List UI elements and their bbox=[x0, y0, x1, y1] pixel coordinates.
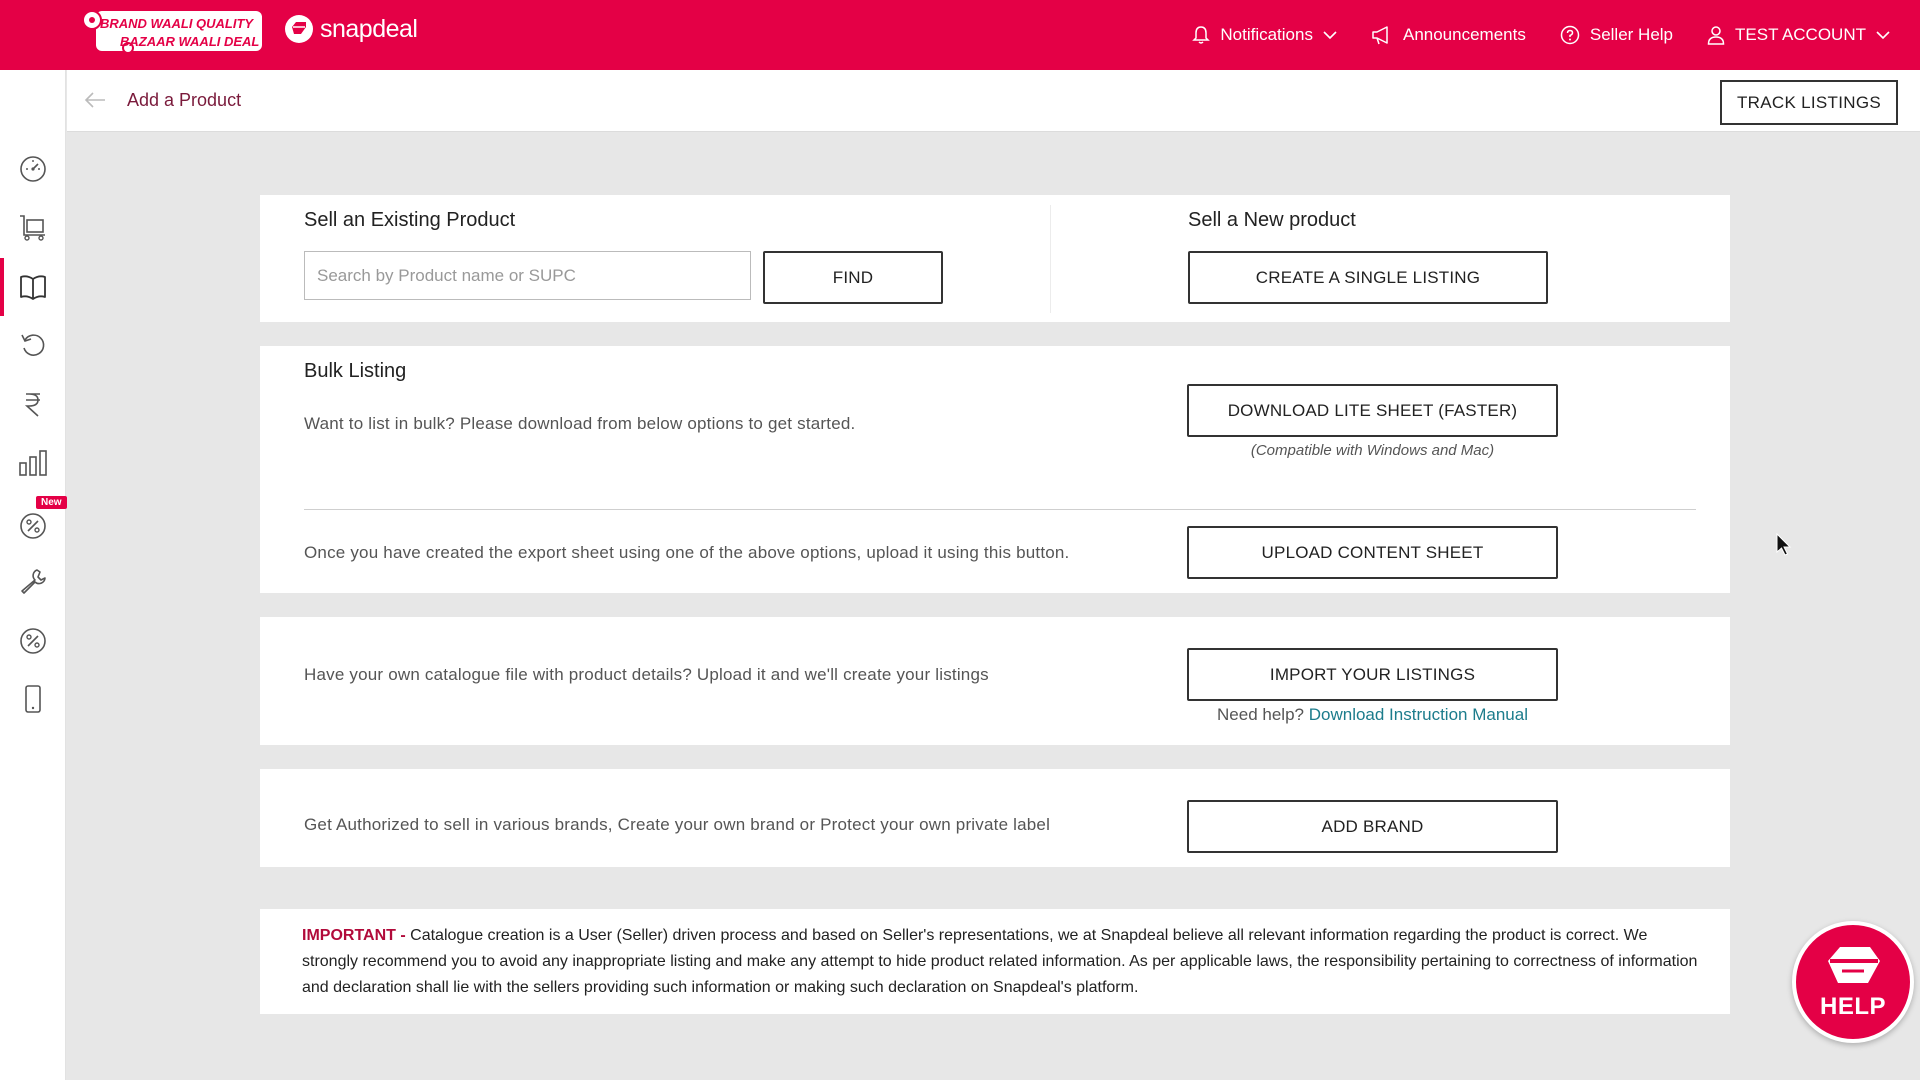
snapdeal-bag-icon bbox=[1824, 943, 1882, 991]
need-help-prefix: Need help? bbox=[1217, 705, 1304, 724]
percent-circle-icon bbox=[19, 512, 47, 540]
user-icon bbox=[1707, 25, 1725, 45]
bar-chart-icon bbox=[18, 449, 48, 477]
chevron-down-icon bbox=[1323, 30, 1337, 40]
left-sidebar bbox=[0, 70, 66, 1080]
megaphone-icon bbox=[1371, 25, 1393, 45]
help-floating-button[interactable] bbox=[1792, 921, 1914, 1043]
create-single-listing-button[interactable]: CREATE A SINGLE LISTING bbox=[1188, 251, 1548, 304]
question-circle-icon bbox=[1560, 25, 1580, 45]
notifications-menu[interactable] bbox=[1192, 25, 1337, 45]
notifications-label: Notifications bbox=[1220, 25, 1313, 44]
promo-logo[interactable] bbox=[80, 8, 266, 54]
brand-description: Get Authorized to sell in various brands, Create your own brand or Protect your own private label bbox=[304, 815, 1051, 834]
page-title: Add a Product bbox=[127, 90, 242, 110]
bulk-listing-title: Bulk Listing bbox=[304, 360, 407, 382]
upload-content-sheet-button[interactable]: UPLOAD CONTENT SHEET bbox=[1187, 526, 1558, 579]
sidebar-item-analytics[interactable] bbox=[0, 434, 66, 492]
back-arrow-icon[interactable] bbox=[83, 90, 107, 110]
add-brand-card bbox=[260, 769, 1730, 867]
important-text: Catalogue creation is a User (Seller) driven process and based on Seller's representations, we at Snapdeal believe all relevant information regarding the product is correct. We strongly recommend you to avoid any inappropriate listing and make any attempt to hide product related information. As per applicable laws, the responsibility pertaining to correctness of information and declaration shall lie with the sellers providing such information or making such declaration on Snapdeal's platform. bbox=[302, 927, 1698, 996]
mouse-cursor-icon bbox=[1776, 533, 1792, 557]
find-button[interactable]: FIND bbox=[763, 251, 943, 304]
existing-product-title: Sell an Existing Product bbox=[304, 209, 516, 231]
returns-icon bbox=[19, 331, 47, 359]
import-description: Have your own catalogue file with product details? Upload it and we'll create your listings bbox=[304, 665, 989, 684]
import-your-listings-button[interactable]: IMPORT YOUR LISTINGS bbox=[1187, 648, 1558, 701]
bulk-listing-description: Want to list in bulk? Please download from below options to get started. bbox=[304, 414, 856, 433]
page-subheader bbox=[67, 70, 1920, 132]
sidebar-item-tools[interactable] bbox=[0, 552, 66, 610]
promo-logo-text-2: BAZAAR WAALI DEAL bbox=[120, 34, 260, 49]
bell-icon bbox=[1192, 25, 1210, 45]
seller-help-label: Seller Help bbox=[1589, 25, 1674, 44]
sidebar-item-orders[interactable] bbox=[0, 198, 66, 256]
bulk-listing-card bbox=[260, 346, 1730, 593]
rupee-icon bbox=[21, 390, 45, 418]
product-search-input[interactable] bbox=[304, 251, 751, 300]
new-badge: New bbox=[36, 496, 67, 509]
horizontal-divider bbox=[304, 509, 1696, 510]
important-notice bbox=[302, 923, 1702, 1001]
chevron-down-icon bbox=[1876, 30, 1890, 40]
account-menu[interactable] bbox=[1707, 25, 1890, 45]
sidebar-item-payments[interactable] bbox=[0, 375, 66, 433]
announcements-label: Announcements bbox=[1402, 25, 1526, 44]
add-brand-button[interactable]: ADD BRAND bbox=[1187, 800, 1558, 853]
promo-logo-text-1: BRAND WAALI QUALITY bbox=[100, 16, 254, 31]
sidebar-item-catalog[interactable] bbox=[0, 258, 66, 316]
sidebar-item-dashboard[interactable] bbox=[0, 140, 66, 198]
snapdeal-logo[interactable] bbox=[284, 14, 417, 44]
important-label: IMPORTANT - bbox=[302, 927, 406, 944]
sidebar-item-offers[interactable] bbox=[0, 612, 66, 670]
snapdeal-logo-icon bbox=[284, 14, 314, 44]
seller-help-menu[interactable] bbox=[1560, 25, 1673, 45]
top-nav bbox=[1192, 0, 1890, 70]
sidebar-item-promotions[interactable] bbox=[0, 492, 66, 550]
sidebar-item-returns[interactable] bbox=[0, 316, 66, 374]
vertical-divider bbox=[1050, 205, 1051, 313]
announcements-menu[interactable] bbox=[1371, 25, 1526, 45]
upload-description: Once you have created the export sheet using one of the above options, upload it using this button. bbox=[304, 543, 1070, 562]
dashboard-icon bbox=[19, 155, 47, 183]
help-label: HELP bbox=[1819, 993, 1886, 1020]
download-instruction-manual-link[interactable]: Download Instruction Manual bbox=[1308, 705, 1528, 724]
percent-circle-icon bbox=[19, 627, 47, 655]
top-header bbox=[0, 0, 1920, 70]
need-help-line bbox=[1187, 705, 1558, 725]
wrench-icon bbox=[19, 567, 47, 595]
track-listings-button[interactable]: TRACK LISTINGS bbox=[1720, 80, 1898, 125]
import-listings-card bbox=[260, 617, 1730, 745]
new-product-title: Sell a New product bbox=[1188, 209, 1356, 231]
sidebar-item-mobile[interactable] bbox=[0, 670, 66, 728]
account-label: TEST ACCOUNT bbox=[1735, 25, 1866, 44]
mobile-phone-icon bbox=[23, 684, 43, 714]
compatibility-note: (Compatible with Windows and Mac) bbox=[1250, 442, 1495, 459]
important-notice-card bbox=[260, 909, 1730, 1014]
book-open-icon bbox=[18, 273, 48, 301]
snapdeal-logo-text: snapdeal bbox=[320, 14, 418, 43]
orders-icon bbox=[18, 213, 48, 241]
sell-product-card bbox=[260, 195, 1730, 322]
download-lite-sheet-button[interactable]: DOWNLOAD LITE SHEET (FASTER) bbox=[1187, 384, 1558, 437]
